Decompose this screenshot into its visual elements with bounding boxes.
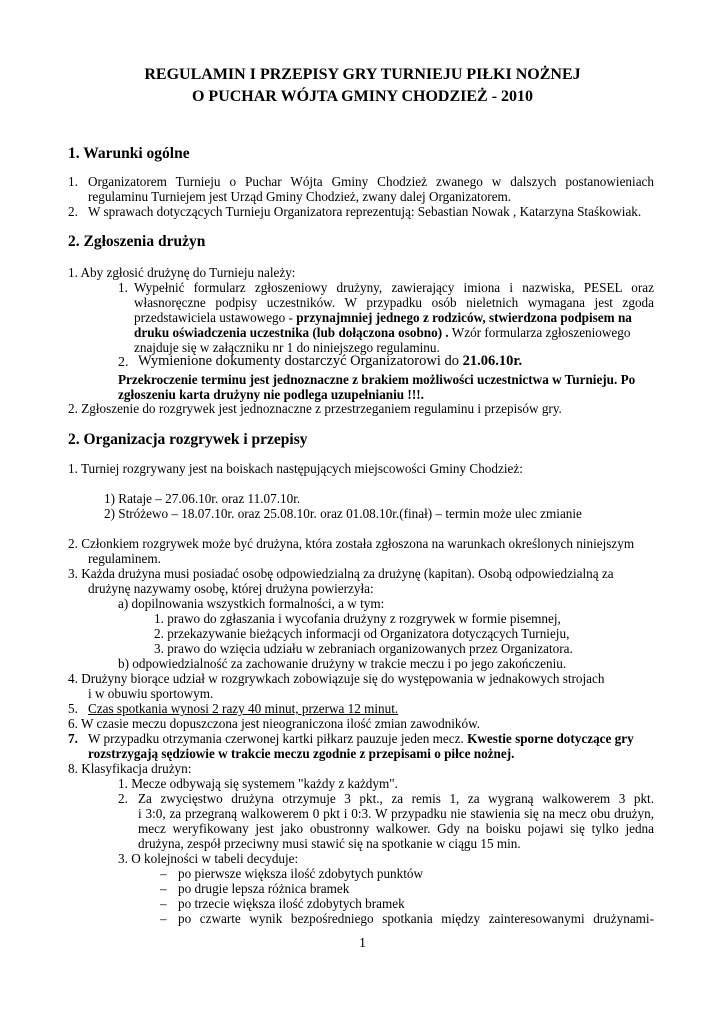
s3-p5: Czas spotkania wynosi 2 razy 40 minut, przerwa 12 minut. <box>88 701 399 716</box>
s3-item-a1: 1. prawo do zgłaszania i wycofania drużyny z rozgrywek w formie pisemnej, <box>154 611 561 626</box>
s2-i1-line5: znajduje się w załączniku nr 1 do niniejszego regulaminu. <box>134 340 440 355</box>
s3-item-a3: 3. prawo do wzięcia udziału w zebraniach organizowanych przez Organizatora. <box>154 641 573 656</box>
s3-p4-line1: 4. Drużyny biorące udział w rozgrywkach zobowiązuje się do występowania w jednakowych strojach <box>68 671 605 686</box>
s1-p1-number: 1. <box>68 174 78 189</box>
list-dash: – <box>160 911 167 926</box>
s3-p2-line2: regulaminem. <box>88 551 161 566</box>
s3-p6: 6. W czasie meczu dopuszczona jest nieograniczona ilość zmian zawodników. <box>68 716 481 731</box>
s3-location-2: 2) Stróżewo – 18.07.10r. oraz 25.08.10r. oraz 01.08.10r.(finał) – termin może ulec zmianie <box>104 506 582 521</box>
s3-p5-number: 5. <box>68 701 78 716</box>
s2-p1: 1. Aby zgłosić drużynę do Turnieju należy: <box>68 265 296 280</box>
s3-p7-line1: W przypadku otrzymania czerwonej kartki piłkarz pauzuje jeden mecz. Kwestie sporne dotyczące gry <box>88 731 634 746</box>
s3-k1: 1. Mecze odbywają się systemem "każdy z każdym". <box>118 776 398 791</box>
s2-i2-text: Wymienione dokumenty dostarczyć Organizatorowi do 21.06.10r. <box>138 353 523 369</box>
s2-i1-line3: przedstawiciela ustawowego - przynajmniej jednego z rodziców, stwierdzona podpisem na <box>134 310 632 325</box>
s2-deadline-warning-1: Przekroczenie terminu jest jednoznaczne z brakiem możliwości uczestnictwa w Turnieju. Po <box>118 372 636 387</box>
list-dash: – <box>160 866 167 881</box>
s3-criterion-1: po pierwsze większa ilość zdobytych punktów <box>178 866 424 881</box>
s3-criterion-4: po czwarte wynik bezpośredniego spotkania między zainteresowanymi drużynami- <box>178 911 654 926</box>
s2-i1-line1: Wypełnić formularz zgłoszeniowy drużyny, zawierający imiona i nazwiska, PESEL oraz <box>134 280 654 295</box>
s3-item-b: b) odpowiedzialność za zachowanie drużyny w trakcie meczu i po jego zakończeniu. <box>118 656 567 671</box>
s3-k3: 3. O kolejności w tabeli decyduje: <box>118 851 299 866</box>
list-dash: – <box>160 896 167 911</box>
s3-k2-number: 2. <box>118 791 128 806</box>
title-line-1: REGULAMIN I PRZEPISY GRY TURNIEJU PIŁKI NOŻNEJ <box>144 66 581 83</box>
list-dash: – <box>160 881 167 896</box>
s3-p2-line1: 2. Członkiem rozgrywek może być drużyna, która została zgłoszona na warunkach określonych niniejszym <box>68 536 635 551</box>
section-1-heading: 1. Warunki ogólne <box>68 145 190 162</box>
s3-k2-line2: i 3:0, za przegraną walkowerem 0 pkt i 0:3. W przypadku nie stawienia się na mecz obu drużyn, <box>138 806 654 821</box>
s2-i1-line4: druku oświadczenia uczestnika (lub dołączona osobno) . Wzór formularza zgłoszeniowego <box>134 325 631 340</box>
s3-item-a: a) dopilnowania wszystkich formalności, a w tym: <box>118 596 385 611</box>
s3-p3-line2: drużynę nazywamy osobę, której drużyna powierzyła: <box>88 581 374 596</box>
page-number: 1 <box>359 936 366 951</box>
s2-i2-number: 2. <box>118 355 129 370</box>
s3-criterion-2: po drugie lepsza różnica bramek <box>178 881 350 896</box>
s3-k2-line1: Za zwycięstwo drużyna otrzymuje 3 pkt., za remis 1, za wygraną walkowerem 3 pkt. <box>138 791 654 806</box>
section-3-heading: 2. Organizacja rozgrywek i przepisy <box>68 431 308 448</box>
s3-k2-line4: drużyna, zespół przeciwny musi stawić się na spotkanie w ciągu 15 min. <box>138 836 521 851</box>
s3-p7-number: 7. <box>68 731 78 746</box>
s2-i1-line2: własnoręczne podpisy uczestników. W przypadku osób nieletnich wymagana jest zgoda <box>134 295 654 310</box>
s3-p4-line2: i w obuwiu sportowym. <box>88 686 214 701</box>
s3-p1: 1. Turniej rozgrywany jest na boiskach następujących miejscowości Gminy Chodzież: <box>68 461 523 476</box>
s2-i1-number: 1. <box>118 280 128 295</box>
s3-p7-line2: rozstrzygają sędziowie w trakcie meczu zgodnie z przepisami o piłce nożnej. <box>88 746 515 761</box>
s1-p2-line1: W sprawach dotyczących Turnieju Organizatora reprezentują: Sebastian Nowak , Katarzyna Staśkowiak. <box>88 204 642 219</box>
title-line-2: O PUCHAR WÓJTA GMINY CHODZIEŻ - 2010 <box>191 88 534 105</box>
s3-p3-line1: 3. Każda drużyna musi posiadać osobę odpowiedzialną za drużynę (kapitan). Osobą odpowiedzialną za <box>68 566 614 581</box>
s1-p1-line1: Organizatorem Turnieju o Puchar Wójta Gminy Chodzież zwanego w dalszych postanowieniach <box>88 174 654 189</box>
s2-deadline-warning-2: zgłoszeniu karta drużyny nie podlega uzupełnianiu !!!. <box>118 387 424 402</box>
s2-p2: 2. Zgłoszenie do rozgrywek jest jednoznaczne z przestrzeganiem regulaminu i przepisów gry. <box>68 401 562 416</box>
s1-p2-number: 2. <box>68 204 78 219</box>
s1-p1-line2: regulaminu Turniejem jest Urząd Gminy Chodzież, zwany dalej Organizatorem. <box>88 189 512 204</box>
section-2-heading: 2. Zgłoszenia drużyn <box>68 233 206 250</box>
s3-p8: 8. Klasyfikacja drużyn: <box>68 761 192 776</box>
s3-location-1: 1) Rataje – 27.06.10r. oraz 11.07.10r. <box>104 491 301 506</box>
s3-k2-line3: mecz weryfikowany jest jako obustronny walkower. Gdy na boisku pojawi się tylko jedna <box>138 821 654 836</box>
s3-item-a2: 2. przekazywanie bieżących informacji od Organizatora dotyczących Turnieju, <box>154 626 570 641</box>
s3-criterion-3: po trzecie większa ilość zdobytych bramek <box>178 896 405 911</box>
